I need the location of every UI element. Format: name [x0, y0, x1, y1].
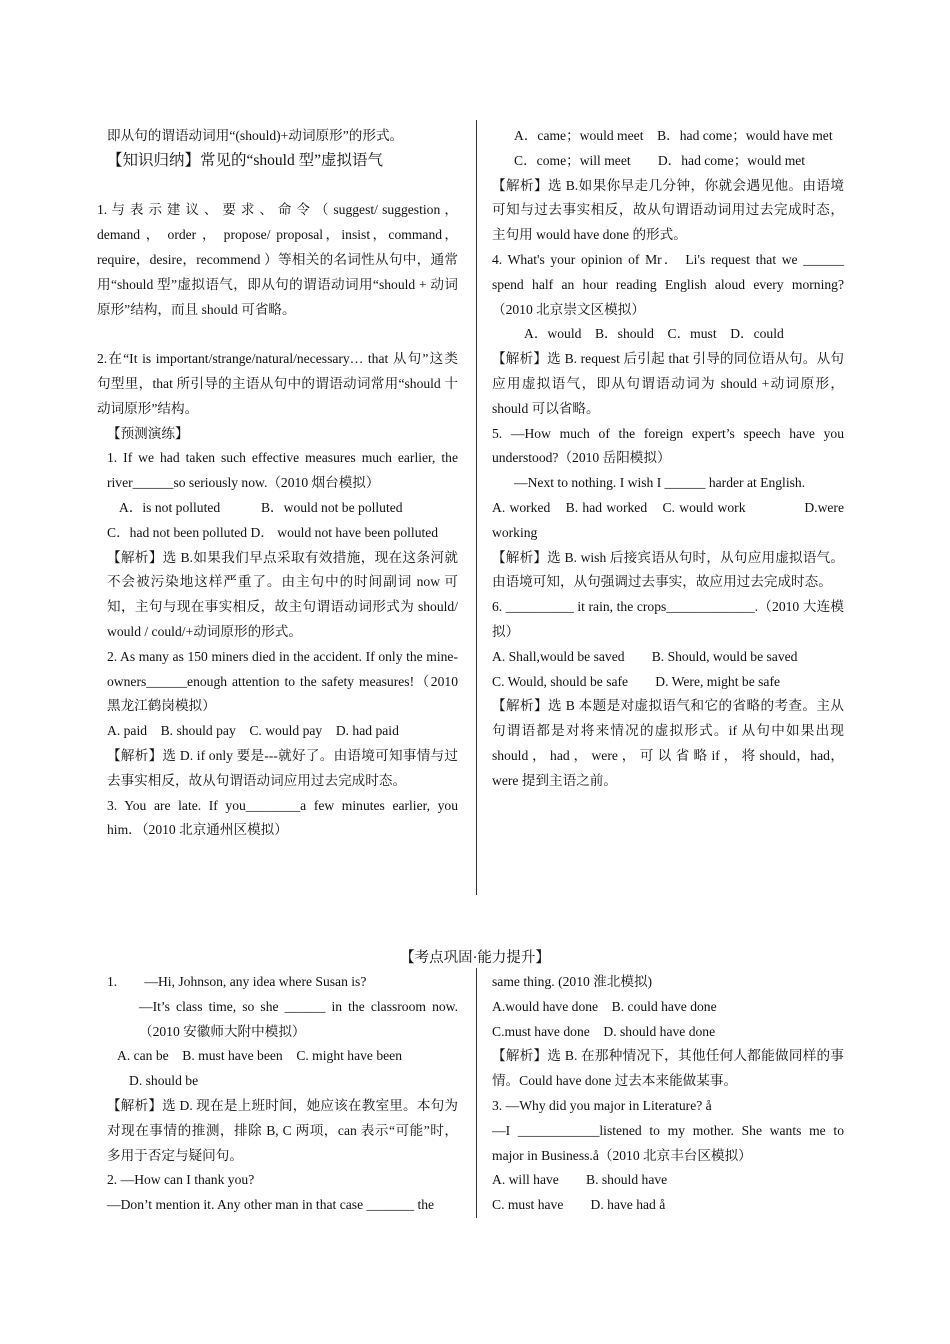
top-right-paragraph: C. Would, should be safe D. Were, might be safe	[492, 673, 781, 689]
top-left-paragraph: 【解析】选 B.如果我们早点采取有效措施，现在这条河就不会被污染地这样严重了。由主句中的时间副词 now 可知，主句与现在事实相反，故主句谓语动词形式为 should/ would / could/+动词原形的形式。	[107, 549, 458, 639]
bottom-right-paragraph: 【解析】选 B. 在那种情况下，其他任何人都能做同样的事情。Could have done 过去本来能做某事。	[492, 1048, 844, 1089]
column-divider-top	[476, 120, 477, 895]
top-right-paragraph: A. Shall,would be saved B. Should, would be saved	[492, 648, 798, 664]
bottom-left-paragraph: 2. —How can I thank you?	[107, 1172, 255, 1188]
top-left-column	[97, 124, 458, 843]
top-left-paragraph: 【解析】选 D. if only 要是---就好了。由语境可知事情与过去事实相反，故从句谓语动词应用过去完成时态。	[107, 747, 458, 788]
bottom-right-paragraph: 3. —Why did you major in Literature? å	[492, 1097, 712, 1113]
top-left-paragraph: A. paid B. should pay C. would pay D. had paid	[107, 723, 399, 739]
top-right-column	[492, 124, 844, 794]
top-right-paragraph: 【解析】选 B 本题是对虚拟语气和它的省略的考查。主从句谓语都是对将来情况的虚拟形式。if 从句中如果出现 should ， had ， were ， 可 以 省 略 if ， 将 should，had，were 提到主语之前。	[492, 698, 844, 788]
section-title: 【考点巩固·能力提升】	[400, 950, 550, 966]
bottom-left-paragraph: A. can be B. must have been C. might have been	[117, 1048, 403, 1064]
bottom-left-column	[107, 970, 458, 1218]
bottom-right-paragraph: —I ____________listened to my mother. She wants me to major in Business.å（2010 北京丰台区模拟）	[492, 1122, 844, 1163]
top-left-paragraph: C．had not been polluted D． would not have been polluted	[107, 524, 439, 540]
top-left-paragraph: 1. If we had taken such effective measures much earlier, the river______so seriously now.（2010 烟台模拟）	[107, 450, 458, 491]
top-right-paragraph: 【解析】选 B. request 后引起 that 引导的同位语从句。从句应用虚拟语气，即从句谓语动词为 should +动词原形，should 可以省略。	[492, 351, 844, 416]
top-left-paragraph: 【预测演练】	[107, 425, 189, 441]
top-right-paragraph: —Next to nothing. I wish I ______ harder at English.	[514, 475, 806, 491]
top-left-paragraph: 3. You are late. If you________a few minutes earlier, you him．（2010 北京通州区模拟）	[107, 797, 458, 838]
top-right-paragraph: 5. —How much of the foreign expert’s speech have you understood?（2010 岳阳模拟）	[492, 425, 844, 466]
top-left-paragraph	[97, 322, 458, 347]
top-right-paragraph: A. worked B. had worked C. would work D.were working	[492, 499, 844, 540]
top-left-paragraph: 1. 与 表 示 建 议 、 要 求 、 命 令 （ suggest/ suggestion ， demand ， order ， propose/ proposal，insist，command，require，desire，recommend ）等相关的名词性从句中，通常用“should 型”虚拟语气，即从句的谓语动词用“should + 动词原形”结构，而且 should 可省略。	[97, 202, 458, 317]
bottom-left-paragraph: —Don’t mention it. Any other man in that case _______ the	[107, 1197, 435, 1213]
bottom-right-paragraph: A.would have done B. could have done	[492, 998, 717, 1014]
top-right-paragraph: A．came；would meet B．had come；would have met	[514, 128, 833, 143]
top-right-paragraph: 【解析】选 B.如果你早走几分钟，你就会遇见他。由语境可知与过去事实相反，故从句谓语动词用过去完成时态，主句用 would have done 的形式。	[492, 177, 844, 243]
top-left-paragraph: 【知识归纳】常见的“should 型”虚拟语气	[107, 151, 383, 169]
bottom-left-paragraph: 1. —Hi, Johnson, any idea where Susan is?	[107, 974, 367, 989]
bottom-left-paragraph: 【解析】选 D. 现在是上班时间，她应该在教室里。本句为对现在事情的推测，排除 B, C 两项，can 表示“可能”时，多用于否定与疑问句。	[107, 1097, 458, 1163]
bottom-right-paragraph: C.must have done D. should have done	[492, 1023, 716, 1039]
column-divider-bottom	[476, 968, 477, 1218]
bottom-right-paragraph: A. will have B. should have	[492, 1172, 668, 1188]
bottom-right-paragraph: same thing. (2010 淮北模拟)	[492, 974, 653, 989]
top-right-paragraph: 【解析】选 B. wish 后接宾语从句时，从句应用虚拟语气。由语境可知，从句强调过去事实，故应用过去完成时态。	[492, 549, 844, 590]
top-left-paragraph: A．is not polluted B．would not be polluted	[119, 499, 403, 515]
top-left-paragraph: 即从句的谓语动词用“(should)+动词原形”的形式。	[107, 128, 404, 143]
top-right-paragraph: 4. What's your opinion of Mr． Li's request that we ______ spend half an hour reading English aloud every morning?（2010 北京崇文区模拟）	[492, 251, 844, 317]
top-right-paragraph: C．come；will meet D．had come；would met	[514, 152, 806, 168]
top-left-paragraph	[97, 174, 458, 199]
bottom-right-paragraph: C. must have D. have had å	[492, 1197, 666, 1213]
top-left-paragraph: 2. As many as 150 miners died in the accident. If only the mine-owners______enough attention to the safety measures!（2010 黑龙江鹤岗模拟）	[107, 648, 458, 714]
bottom-left-paragraph: D. should be	[129, 1073, 199, 1089]
bottom-right-column	[492, 970, 844, 1218]
top-right-paragraph: 6. __________ it rain, the crops_____________.（2010 大连模拟）	[492, 599, 844, 639]
top-right-paragraph: A．would B．should C．must D．could	[524, 326, 784, 342]
top-left-paragraph: 2.在“It is important/strange/natural/necessary… that 从句”这类句型里，that 所引导的主语从句中的谓语动词常用“should 十动词原形”结构。	[97, 351, 458, 416]
bottom-left-paragraph: —It’s class time, so she ______ in the classroom now.（2010 安徽师大附中模拟）	[139, 998, 458, 1039]
